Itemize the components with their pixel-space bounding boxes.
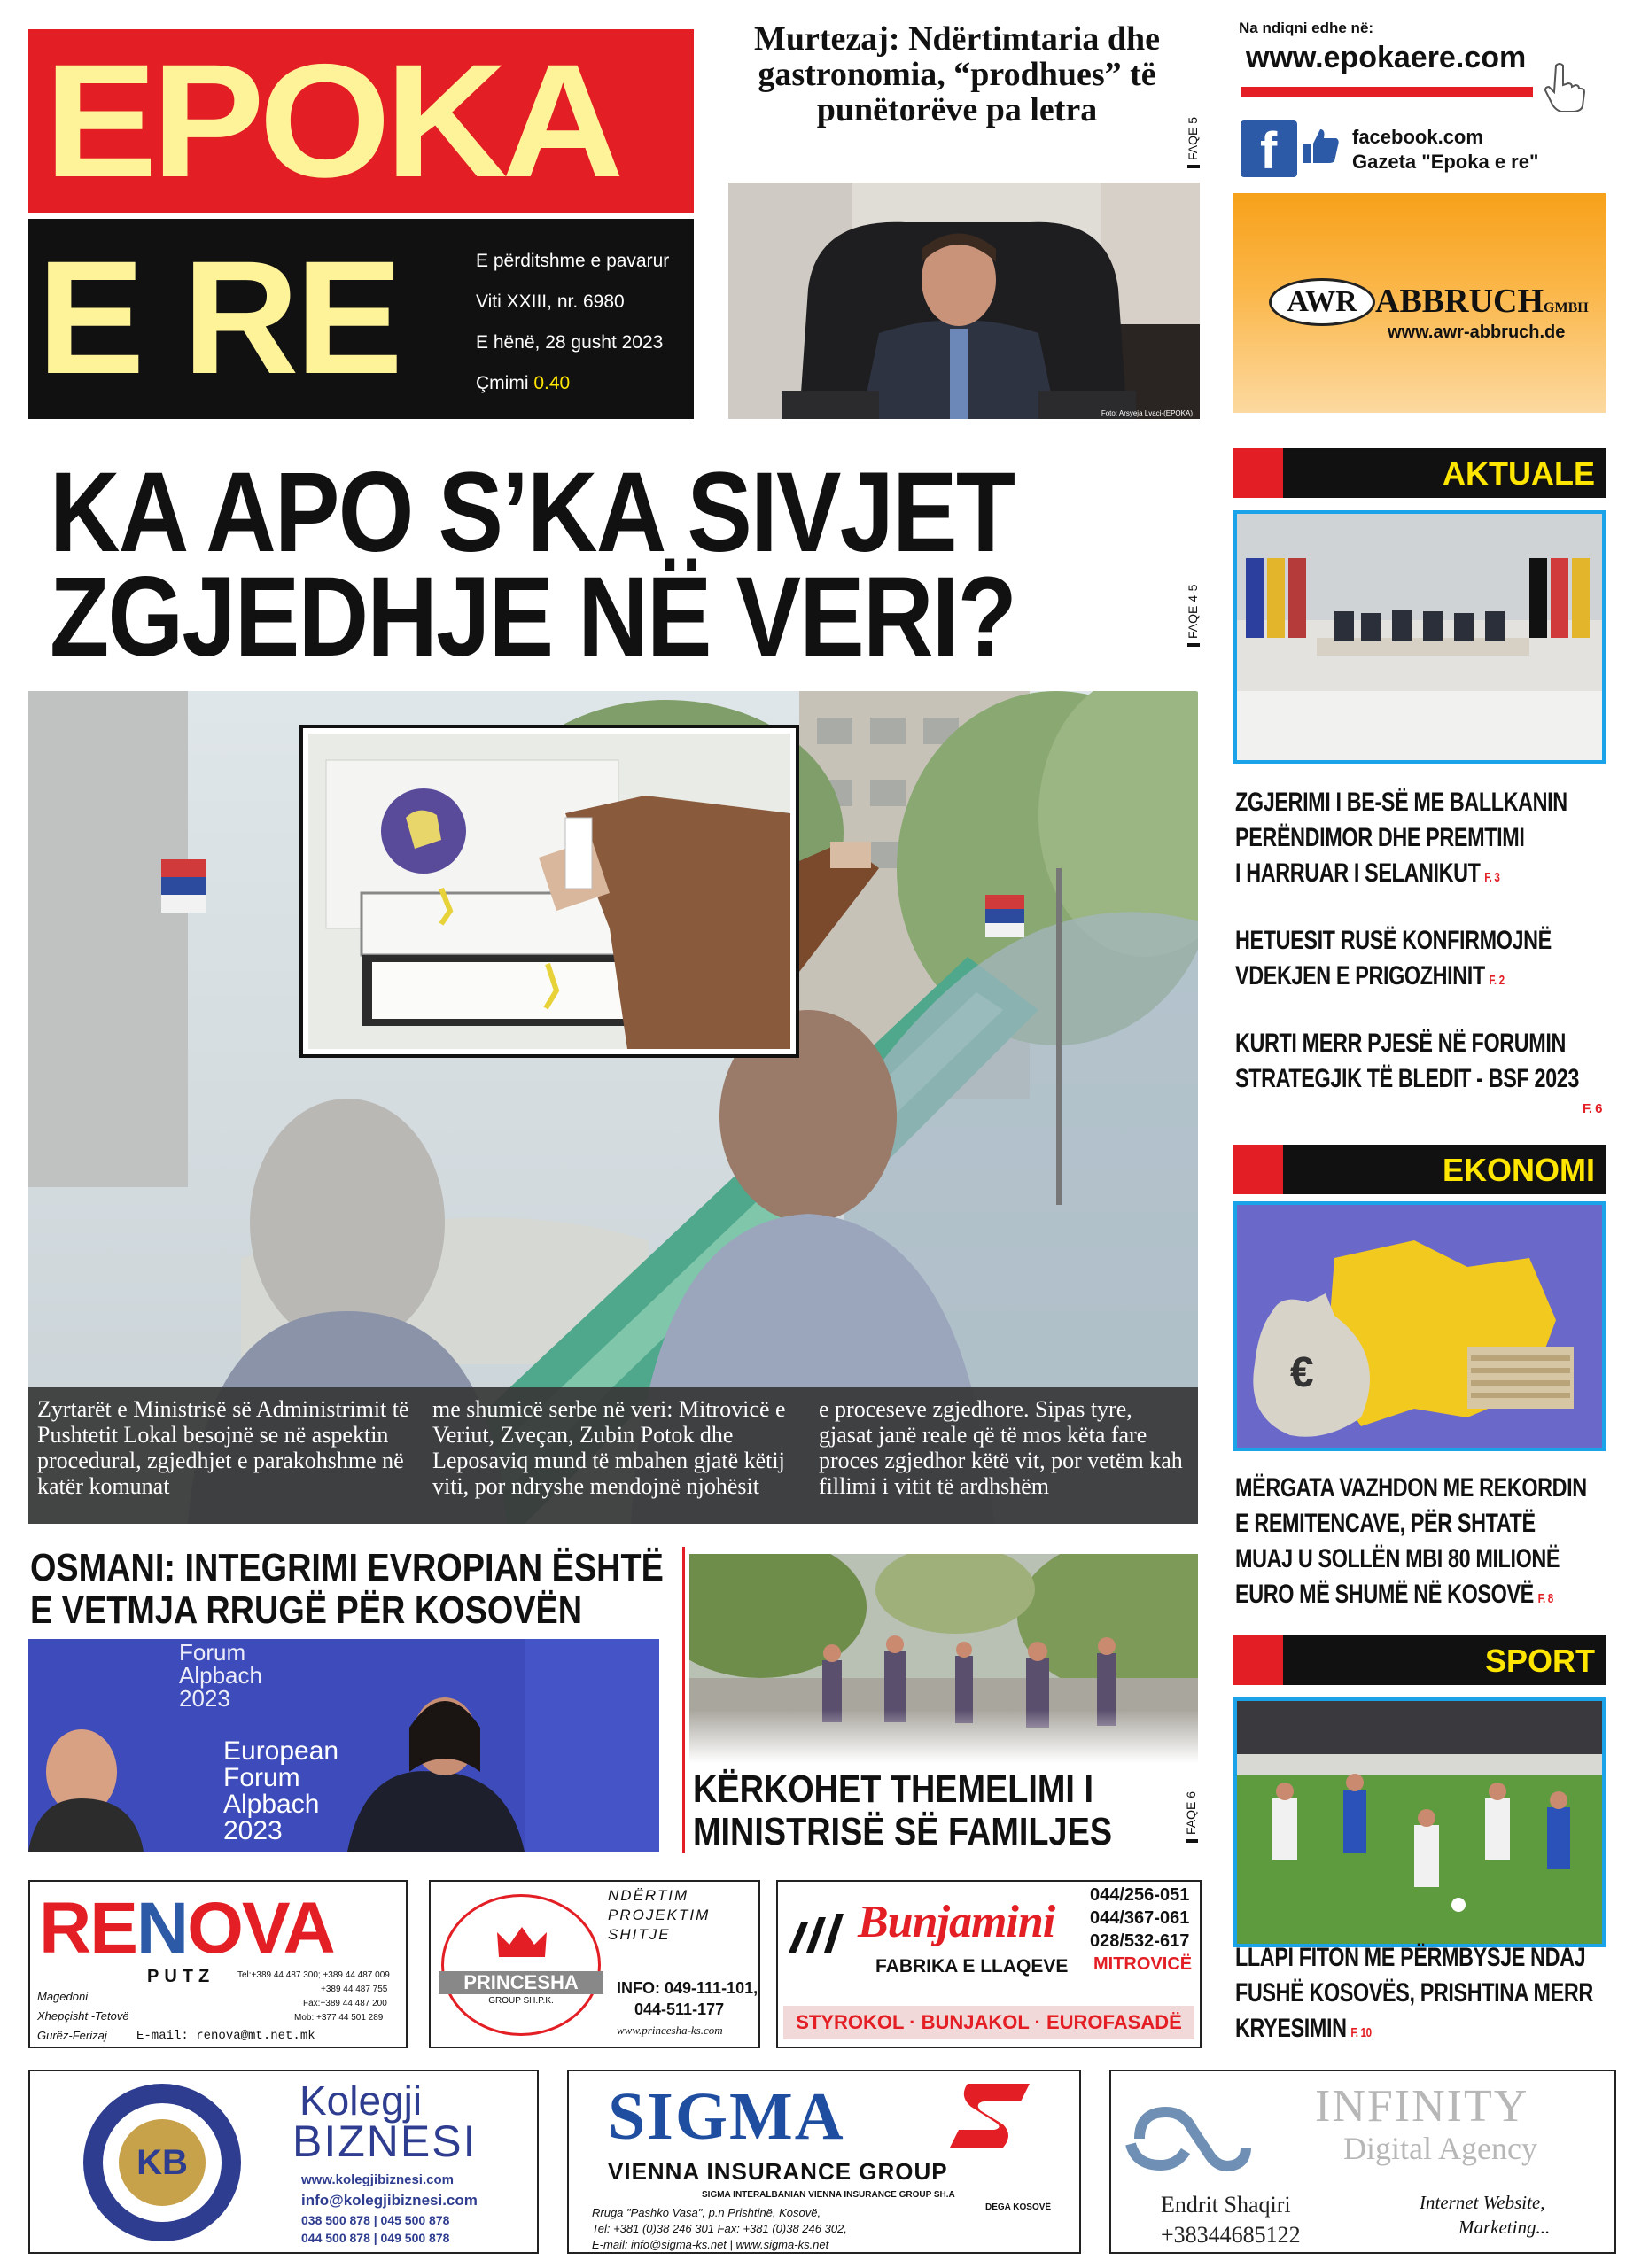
facebook-icon[interactable]: f: [1241, 120, 1297, 177]
kolegji-biznesi-ad[interactable]: [28, 2070, 539, 2254]
aktuale-item-1[interactable]: [1235, 785, 1607, 896]
infinity-phone: +38344685122: [1161, 2222, 1301, 2248]
aktuale-item-2-line2-text: VDEKJEN E PRIGOZHINIT: [1235, 961, 1485, 990]
sport-photo: [1233, 1697, 1606, 1947]
sigma-s-logo: [941, 2080, 1038, 2151]
aktuale-item-2-line2: [1235, 959, 1526, 998]
ekonomi-item-1-page: F. 8: [1537, 1591, 1553, 1606]
kolegji-seal: [83, 2084, 241, 2241]
aktuale-item-1-line2: PERËNDIMOR DHE PREMTIMI: [1235, 823, 1525, 852]
bunjamini-city: MITROVICË: [1093, 1954, 1193, 1974]
aktuale-item-3-line1: KURTI MERR PJESË NË FORUMIN: [1235, 1029, 1567, 1058]
sigma-branch: DEGA KOSOVË: [985, 2202, 1052, 2212]
caption-col1: Zyrtarët e Ministrisë së Administrimit të Pushtetit Lokal besojnë se në aspektin procedural, zgjedhjet e parakohshme në katër komunat: [37, 1396, 409, 1499]
kolegji-seal-text: KB: [136, 2143, 188, 2182]
osmani-photo: [28, 1639, 659, 1852]
section-aktuale-red-block: [1233, 448, 1283, 498]
sport-item-1-page: F. 10: [1350, 2025, 1372, 2040]
infinity-symbol-icon: [1122, 2103, 1255, 2174]
top-story-page: FAQE 5: [1186, 117, 1200, 168]
masthead-logo-bottom: [28, 219, 694, 419]
photo-ballot-box: [308, 734, 790, 1049]
osmani-headline-line2: E VETMJA RRUGË PËR KOSOVËN: [30, 1588, 583, 1632]
bunjamini-phone-3: 028/532-617: [1090, 1931, 1190, 1951]
kolegji-phones-2: 044 500 878 | 049 500 878: [301, 2231, 450, 2245]
kolegji-url: www.kolegjibiznesi.com: [301, 2172, 454, 2187]
cursor-hand-icon: [1544, 62, 1586, 112]
osmani-headline[interactable]: [30, 1547, 668, 1632]
infinity-name: INFINITY: [1315, 2081, 1529, 2132]
aktuale-item-3-line2: STRATEGJIK TË BLEDIT - BSF 2023: [1235, 1064, 1579, 1093]
aktuale-item-1-line3: [1235, 856, 1526, 896]
web-prompt: Na ndiqni edhe në:: [1239, 19, 1374, 36]
main-headline[interactable]: [50, 449, 1193, 682]
family-headline[interactable]: [693, 1768, 1189, 1853]
princesha-url: www.princesha-ks.com: [617, 2023, 723, 2037]
main-story-page: FAQE 4-5: [1186, 585, 1200, 647]
renova-phone-2: +389 44 487 755: [321, 1984, 388, 1994]
princesha-ad[interactable]: [429, 1880, 760, 2048]
main-headline-line1: KA APO S’KA SIVJET: [50, 449, 1015, 576]
logo-epoka: EPOKA: [44, 30, 619, 211]
ekonomi-item-1-line1: MËRGATA VAZHDON ME REKORDIN: [1235, 1473, 1587, 1503]
section-sport-red-block: [1233, 1635, 1283, 1685]
inset-ballot-photo: [299, 725, 799, 1058]
family-photo: [689, 1554, 1198, 1763]
price: [476, 373, 570, 394]
photo-leaders-summit: [1237, 514, 1602, 760]
bunjamini-phone-2: 044/367-061: [1090, 1908, 1190, 1928]
photo-osmani-forum-alpbach: [28, 1639, 659, 1852]
renova-city-3: Gurëz-Ferizaj: [37, 2029, 107, 2042]
price-value: 0.40: [533, 373, 571, 393]
renova-logo: [39, 1889, 334, 1969]
awr-suffix: GMBH: [1544, 300, 1589, 315]
website-link[interactable]: www.epokaere.com: [1246, 41, 1527, 74]
family-headline-line1: KËRKOHET THEMELIMI I: [693, 1767, 1093, 1811]
renova-phone-1: Tel:+389 44 487 300; +389 44 487 009: [237, 1970, 390, 1980]
ekonomi-item-1-line4-text: EURO MË SHUMË NË KOSOVË: [1235, 1580, 1534, 1609]
sigma-ad[interactable]: [567, 2070, 1081, 2254]
main-story-caption: [28, 1387, 1198, 1524]
renova-logo-ova: OVA: [187, 1888, 334, 1969]
bunjamini-ad[interactable]: [776, 1880, 1202, 2048]
infinity-person: Endrit Shaqiri: [1161, 2192, 1291, 2218]
crown-icon: [495, 1925, 548, 1961]
banner-forum-2: Forum: [223, 1763, 300, 1792]
sigma-name: SIGMA: [608, 2079, 845, 2154]
renova-putz: PUTZ: [147, 1967, 215, 1986]
kolegji-email: info@kolegjibiznesi.com: [301, 2192, 478, 2209]
facebook-page-name: Gazeta "Epoka e re": [1352, 151, 1539, 173]
ekonomi-item-1-line4: [1235, 1577, 1553, 1617]
princesha-sub: GROUP SH.P.K.: [488, 1996, 554, 2006]
photo-football-match: [1237, 1701, 1602, 1944]
column-divider: [682, 1547, 685, 1853]
banner-alpbach-2: Alpbach: [223, 1790, 320, 1819]
caption-col3: e proceseve zgjedhore. Sipas tyre, gjasat janë reale që të mos këta fare proces zgjedhor këtë vit, por vetëm kah fillimi i vitit të ardhshëm: [819, 1396, 1183, 1499]
bunjamini-name: Bunjamini: [858, 1897, 1055, 1947]
section-aktuale-label: AKTUALE: [1443, 455, 1595, 492]
issue-date: E hënë, 28 gusht 2023: [476, 332, 664, 353]
aktuale-item-1-line3-text: I HARRUAR I SELANIKUT: [1235, 858, 1481, 888]
banner-alpbach-1: Alpbach: [179, 1662, 262, 1689]
renova-phone-4: Mob: +377 44 501 289: [294, 2013, 384, 2023]
kolegji-title: Kolegji: [299, 2078, 423, 2124]
price-label: Çmimi: [476, 373, 529, 393]
sport-item-1-line1: LLAPI FITON ME PËRMBYSJE NDAJ: [1235, 1943, 1586, 1972]
top-story-photo: [728, 183, 1200, 419]
section-sport-label: SPORT: [1484, 1643, 1595, 1679]
princesha-crown-logo: [441, 1894, 601, 2036]
infinity-services-1: Internet Website,: [1420, 2192, 1545, 2213]
family-headline-line2: MINISTRISË SË FAMILJES: [693, 1810, 1113, 1853]
masthead-logo-top: [28, 29, 694, 213]
top-story-headline: Murtezaj: Ndërtimtaria dhe gastronomia, “prodhues” të punëtorëve pa letra: [754, 20, 1160, 128]
awr-brand: AWR: [1287, 285, 1357, 318]
princesha-service-3: SHITJE: [608, 1926, 671, 1943]
kolegji-phones-1: 038 500 878 | 045 500 878: [301, 2213, 450, 2227]
princesha-service-2: PROJEKTIM: [608, 1907, 711, 1923]
sport-item-1-line3: [1235, 2011, 1526, 2051]
like-thumb-icon: [1301, 126, 1342, 167]
banner-year-1: 2023: [179, 1685, 230, 1712]
ekonomi-item-1[interactable]: [1235, 1471, 1607, 1617]
renova-logo-re: RE: [39, 1888, 136, 1969]
awr-logo: [1269, 278, 1375, 326]
renova-logo-n: N: [136, 1888, 188, 1969]
princesha-info-2: 044-511-177: [634, 2000, 725, 2018]
top-story[interactable]: [727, 21, 1205, 177]
awr-name-text: ABBRUCH: [1375, 283, 1544, 320]
issue-number: Viti XXIII, nr. 6980: [476, 291, 625, 312]
ekonomi-item-1-line2: E REMITENCAVE, PËR SHTATË: [1235, 1509, 1536, 1538]
infinity-sub: Digital Agency: [1343, 2131, 1537, 2166]
aktuale-item-2-page: F. 2: [1489, 973, 1505, 988]
sigma-sub: VIENNA INSURANCE GROUP: [608, 2158, 948, 2185]
aktuale-item-1-line1: ZGJERIMI I BE-SË ME BALLKANIN: [1235, 788, 1567, 817]
ekonomi-photo: [1233, 1201, 1606, 1451]
tagline: E përditshme e pavarur: [476, 251, 670, 271]
awr-name: [1375, 282, 1589, 321]
sport-item-1-line2: FUSHË KOSOVËS, PRISHTINA MERR: [1235, 1978, 1593, 2008]
renova-email: E-mail: renova@mt.net.mk: [136, 2029, 315, 2043]
aktuale-item-2-line1: HETUESIT RUSË KONFIRMOJNË: [1235, 926, 1552, 955]
family-story-page: FAQE 6: [1184, 1791, 1198, 1843]
banner-forum-1: Forum: [179, 1639, 246, 1666]
renova-phone-3: Fax:+389 44 487 200: [303, 1999, 387, 2008]
euro-symbol: €: [1290, 1349, 1314, 1396]
sigma-email: E-mail: info@sigma-ks.net | www.sigma-ks.net: [592, 2238, 829, 2251]
sigma-tel: Tel: +381 (0)38 246 301 Fax: +381 (0)38 246 302,: [592, 2222, 847, 2235]
aktuale-item-3-page: F. 6: [1582, 1101, 1602, 1116]
princesha-info-1: INFO: 049-111-101,: [617, 1979, 758, 1997]
infinity-ad[interactable]: [1109, 2070, 1616, 2254]
sport-item-1[interactable]: [1235, 1940, 1607, 2051]
section-ekonomi[interactable]: [1233, 1145, 1606, 1194]
facebook-url[interactable]: facebook.com: [1352, 126, 1483, 148]
princesha-service-1: NDËRTIM: [608, 1887, 689, 1904]
banner-european: European: [223, 1736, 339, 1766]
web-red-rule: [1241, 87, 1533, 97]
awr-url: www.awr-abbruch.de: [1388, 322, 1566, 342]
banner-year-2: 2023: [223, 1816, 283, 1845]
section-ekonomi-label: EKONOMI: [1442, 1152, 1595, 1188]
sport-item-1-line3-text: KRYESIMIN: [1235, 2014, 1347, 2043]
ekonomi-item-1-line3: MUAJ U SOLLËN MBI 80 MILIONË: [1235, 1544, 1560, 1573]
renova-city-1: Magedoni: [37, 1990, 89, 2003]
bunjamini-sub: FABRIKA E LLAQEVE: [875, 1956, 1069, 1977]
bunjamini-stripes-logo: [785, 1914, 847, 1953]
renova-city-2: Xhepçisht -Tetovë: [37, 2009, 129, 2023]
aktuale-item-1-page: F. 3: [1484, 870, 1500, 885]
caption-col2: me shumicë serbe në veri: Mitrovicë e Veriut, Zveçan, Zubin Potok dhe Leposaviq mund të mbahen gjatë këtij viti, por ndryshe mendojnë njohësit: [432, 1396, 786, 1499]
section-sport[interactable]: [1233, 1635, 1606, 1685]
infinity-services-2: Marketing...: [1458, 2217, 1551, 2238]
aktuale-item-3[interactable]: [1235, 1026, 1607, 1117]
osmani-headline-line1: OSMANI: INTEGRIMI EVROPIAN ËSHTË: [30, 1546, 664, 1589]
kolegji-title2: BIZNESI: [292, 2117, 478, 2166]
bunjamini-products: STYROKOL · BUNJAKOL · EUROFASADË: [783, 2006, 1194, 2039]
sigma-address: Rruga "Pashko Vasa", p.n Prishtinë, Kosovë,: [592, 2206, 821, 2219]
bunjamini-phone-1: 044/256-051: [1090, 1885, 1190, 1905]
sigma-company: SIGMA INTERALBANIAN VIENNA INSURANCE GROUP SH.A: [702, 2190, 955, 2200]
princesha-name: PRINCESHA: [439, 1971, 603, 1994]
section-aktuale[interactable]: [1233, 448, 1606, 498]
section-ekonomi-red-block: [1233, 1145, 1283, 1194]
family-photo-fade: [689, 1710, 1198, 1763]
aktuale-photo: [1233, 510, 1606, 764]
main-story-photo: [28, 691, 1198, 1524]
renova-ad[interactable]: [28, 1880, 408, 2048]
photo-credit: Foto: Arsyeja Lvaci-(EPOKA): [1101, 409, 1193, 417]
main-headline-line2: ZGJEDHJE NË VERI?: [50, 554, 1016, 680]
aktuale-item-2[interactable]: [1235, 923, 1607, 998]
awr-abbruch-ad[interactable]: [1233, 193, 1606, 413]
photo-man-in-office: [728, 183, 1200, 419]
photo-money-bag-kosovo-map: [1237, 1205, 1602, 1448]
logo-ere: E RE: [37, 227, 400, 408]
